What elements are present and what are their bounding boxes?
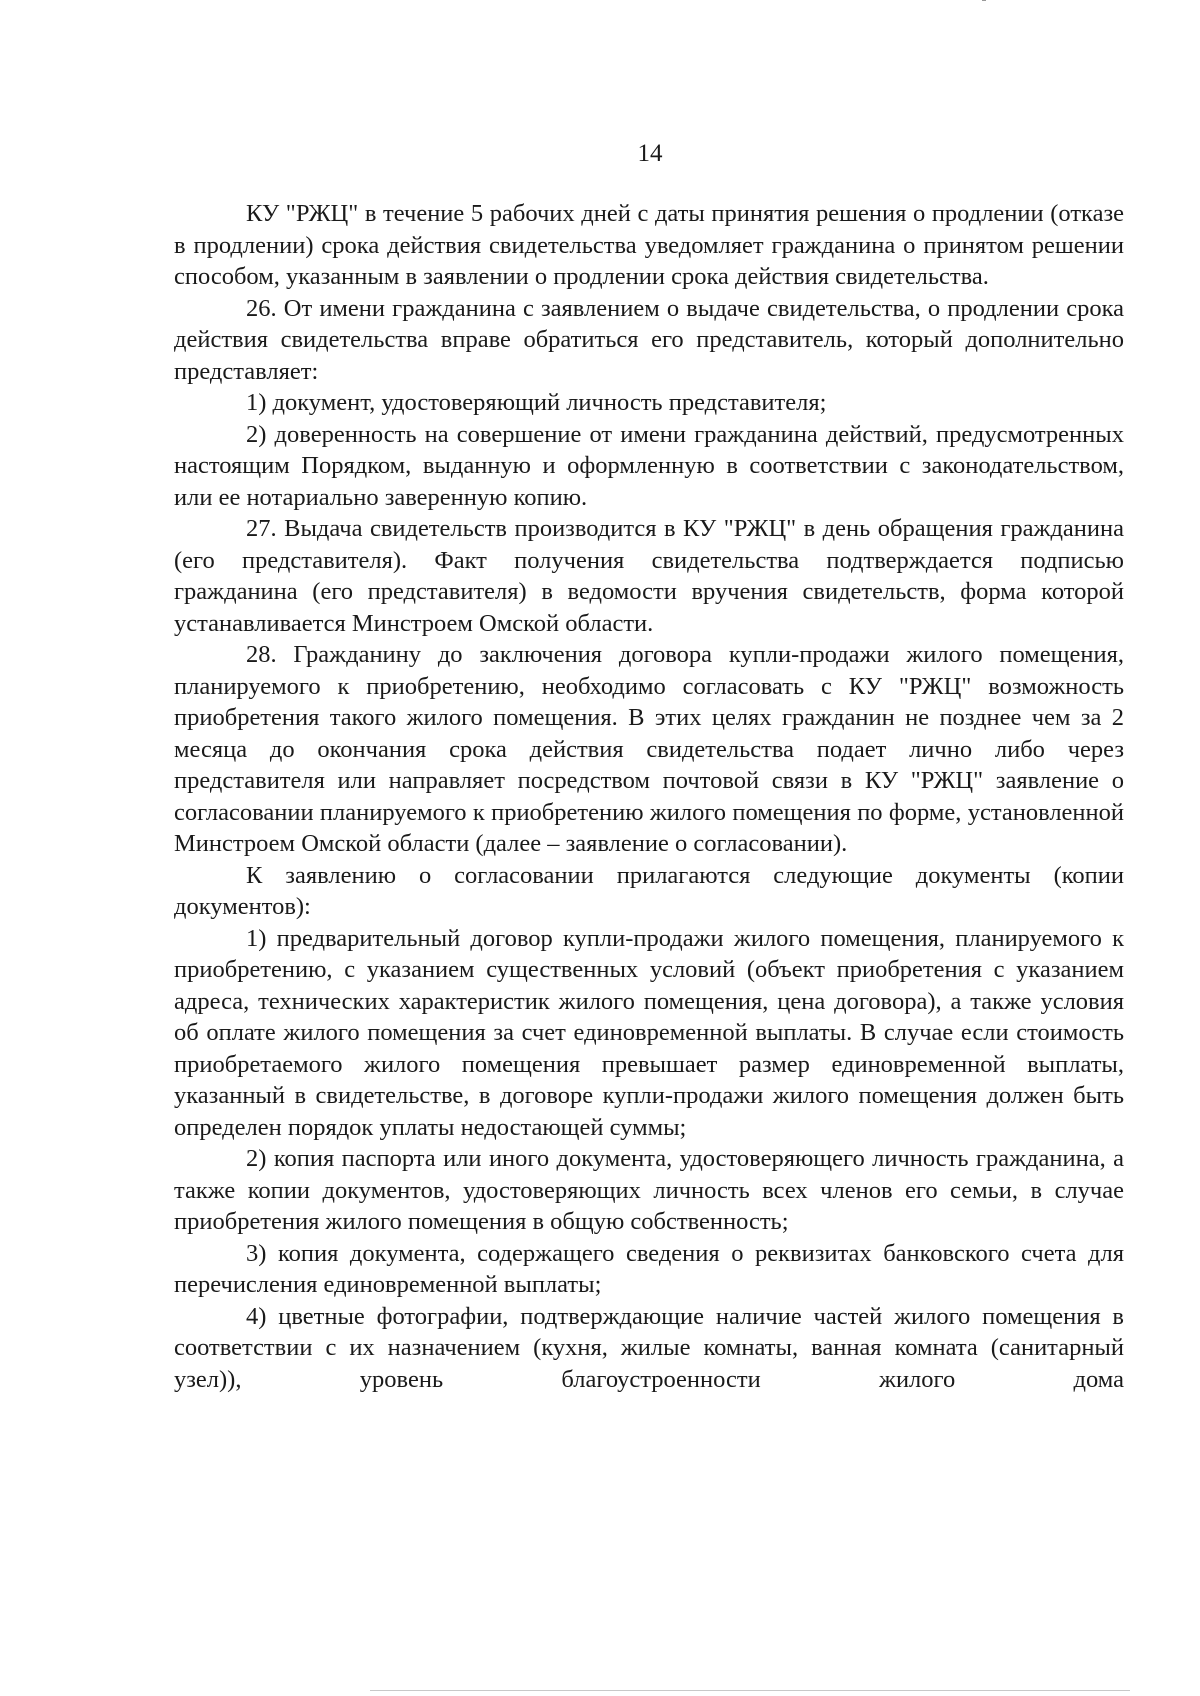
paragraph-28-item-4: 4) цветные фотографии, подтверждающие наличие частей жилого помещения в соответствии с их назначением (кухня, жилые комнаты, ванная комната (санитарный узел)), уровень благоустроенности жилого дома <box>174 1302 1124 1393</box>
paragraph-27: 27. Выдача свидетельств производится в КУ "РЖЦ" в день обращения гражданина (его представителя). Факт получения свидетельства подтверждается подписью гражданина (его представителя) в ведомости вручения свидетельств, форма которой устанавливается Минстроем Омской области. <box>174 515 1124 637</box>
paragraph-26-item-1: 1) документ, удостоверяющий личность представителя; <box>246 389 827 416</box>
paragraph-28: 28. Гражданину до заключения договора купли-продажи жилого помещения, планируемого к приобретению, необходимо согласовать с КУ "РЖЦ" возможность приобретения такого жилого помещения. В этих целях гражданин не позднее чем за 2 месяца до окончания срока действия свидетельства подает лично либо через представителя или направляет посредством почтовой связи в КУ "РЖЦ" заявление о согласовании планируемого к приобретению жилого помещения по форме, установленной Минстроем Омской области (далее – заявление о согласовании). <box>174 641 1124 857</box>
paragraph-26-item-2: 2) доверенность на совершение от имени гражданина действий, предусмотренных настоящим Порядком, выданную и оформленную в соответствии с законодательством, или ее нотариально заверенную копию. <box>174 420 1124 511</box>
scan-edge-line <box>370 1690 1130 1691</box>
paragraph-28-item-1: 1) предварительный договор купли-продажи жилого помещения, планируемого к приобретению, с указанием существенных условий (объект приобретения с указанием адреса, технических характеристик жилого помещения, цена договора), а также условия об оплате жилого помещения за счет единовременной выплаты. В случае если стоимость приобретаемого жилого помещения превышает размер единовременной выплаты, указанный в свидетельстве, в договоре купли-продажи жилого помещения должен быть определен порядок уплаты недостающей суммы; <box>174 924 1124 1141</box>
paragraph-28-item-3: 3) копия документа, содержащего сведения о реквизитах банковского счета для перечисления единовременной выплаты; <box>174 1239 1124 1298</box>
document-body <box>174 198 1124 1395</box>
paragraph-notification: КУ "РЖЦ" в течение 5 рабочих дней с даты принятия решения о продлении (отказе в продлении) срока действия свидетельства уведомляет гражданина о принятом решении способом, указанным в заявлении о продлении срока действия свидетельства. <box>174 200 1124 290</box>
paragraph-28-item-2: 2) копия паспорта или иного документа, удостоверяющего личность гражданина, а также копии документов, удостоверяющих личность всех членов его семьи, в случае приобретения жилого помещения в общую собственность; <box>174 1145 1124 1235</box>
paragraph-28-intro: К заявлению о согласовании прилагаются следующие документы (копии документов): <box>174 861 1124 920</box>
scan-artifact <box>982 0 986 1</box>
page-number: 14 <box>637 140 663 167</box>
paragraph-26: 26. От имени гражданина с заявлением о выдаче свидетельства, о продлении срока действия свидетельства вправе обратиться его представитель, который дополнительно представляет: <box>174 294 1124 385</box>
